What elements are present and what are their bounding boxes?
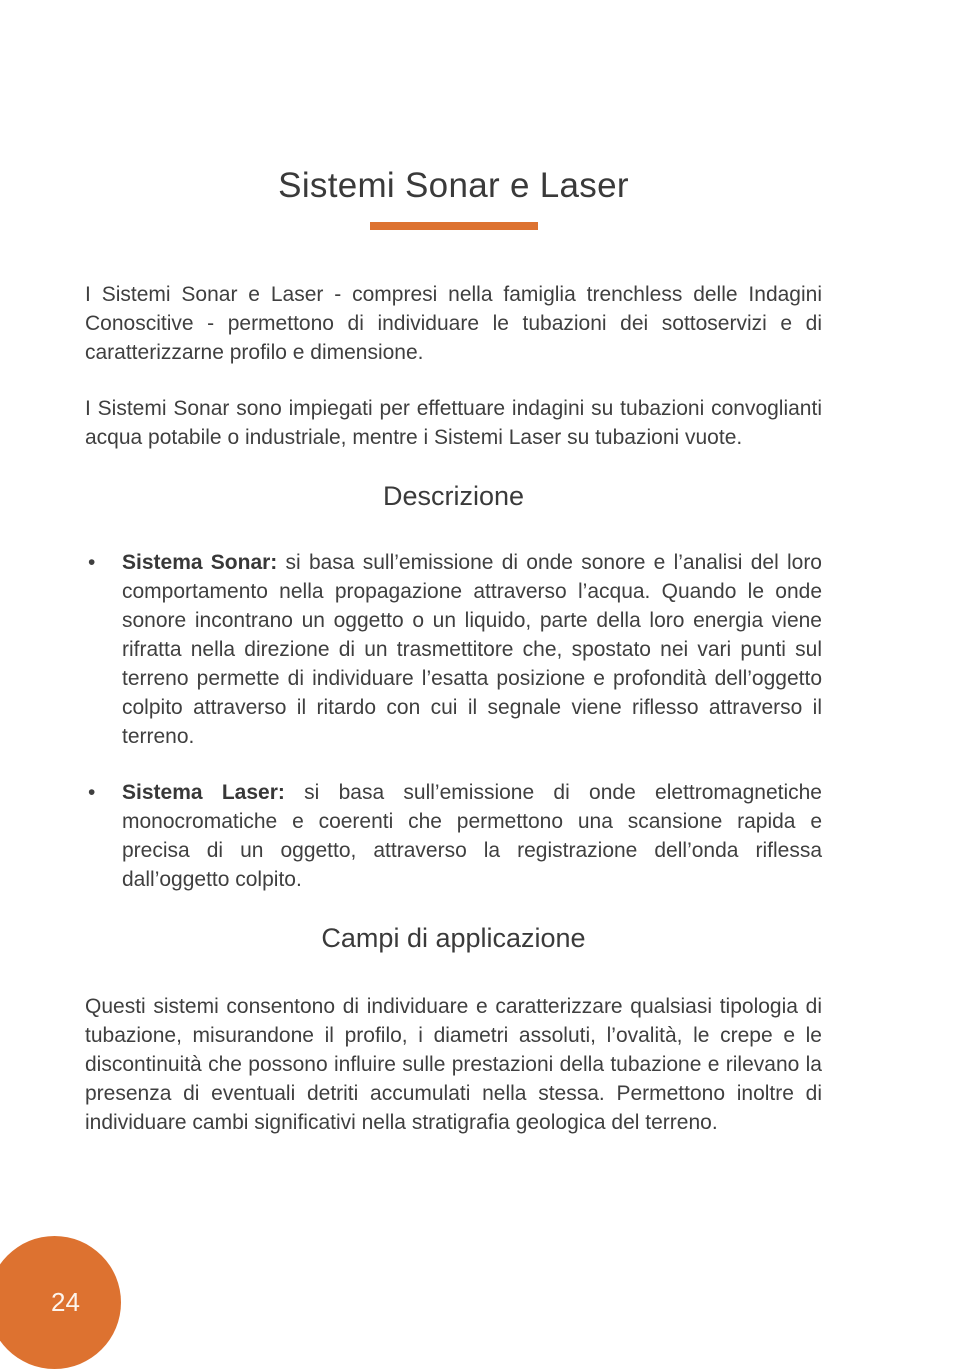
- bullet-icon: •: [88, 551, 96, 574]
- bullet-lead-laser: Sistema Laser:: [122, 781, 285, 804]
- intro-paragraph-1: I Sistemi Sonar e Laser - compresi nella famiglia trenchless delle Indagini Conoscitive - permettono di individuare le tubazioni dei sottoservizi e di caratterizzarne profilo e dimensione.: [85, 283, 822, 364]
- page-title: Sistemi Sonar e Laser: [278, 166, 629, 205]
- bullet-text-sonar: si basa sull’emissione di onde sonore e l’analisi del loro comportamento nella propagazione attraverso l’acqua. Quando le onde sonore incontrano un oggetto o un liquido, parte della loro energia viene rifratta nella direzione di un trasmettitore che, spostato nei vari punti sul terreno permette di individuare l’esatta posizione e profondità dell’oggetto colpito attraverso il ritardo con cui il segnale viene riflesso attraverso il terreno.: [122, 551, 822, 748]
- applications-paragraph: Questi sistemi consentono di individuare e caratterizzare qualsiasi tipologia di tubazione, misurandone il profilo, i diametri assoluti, l’ovalità, le crepe e le discontinuità che possono influire sulle prestazioni della tubazione e rilevano la presenza di eventuali detriti accumulati nella stessa. Permettono inoltre di individuare cambi significativi nella stratigrafia geologica del terreno.: [85, 995, 822, 1134]
- page-number-badge: [0, 1236, 121, 1369]
- list-item-sistema-laser: [85, 778, 822, 894]
- list-item-sistema-sonar: [85, 548, 822, 751]
- description-bullet-list: [85, 548, 822, 894]
- intro-paragraph-2: I Sistemi Sonar sono impiegati per effettuare indagini su tubazioni convoglianti acqua potabile o industriale, mentre i Sistemi Laser su tubazioni vuote.: [85, 397, 822, 449]
- section-heading-campi-di-applicazione: Campi di applicazione: [321, 923, 586, 953]
- bullet-lead-sonar: Sistema Sonar:: [122, 551, 278, 574]
- bullet-icon: •: [88, 781, 96, 804]
- section-heading-descrizione: Descrizione: [382, 481, 525, 511]
- page-content-column: [85, 0, 822, 1137]
- bullet-text-laser: si basa sull’emissione di onde elettromagnetiche monocromatiche e coerenti che permettono una scansione rapida e precisa di un oggetto, attraverso la registrazione dell’onda riflessa dall’oggetto colpito.: [122, 781, 822, 891]
- title-underline-accent: [370, 222, 538, 230]
- page-number: 24: [51, 1287, 80, 1317]
